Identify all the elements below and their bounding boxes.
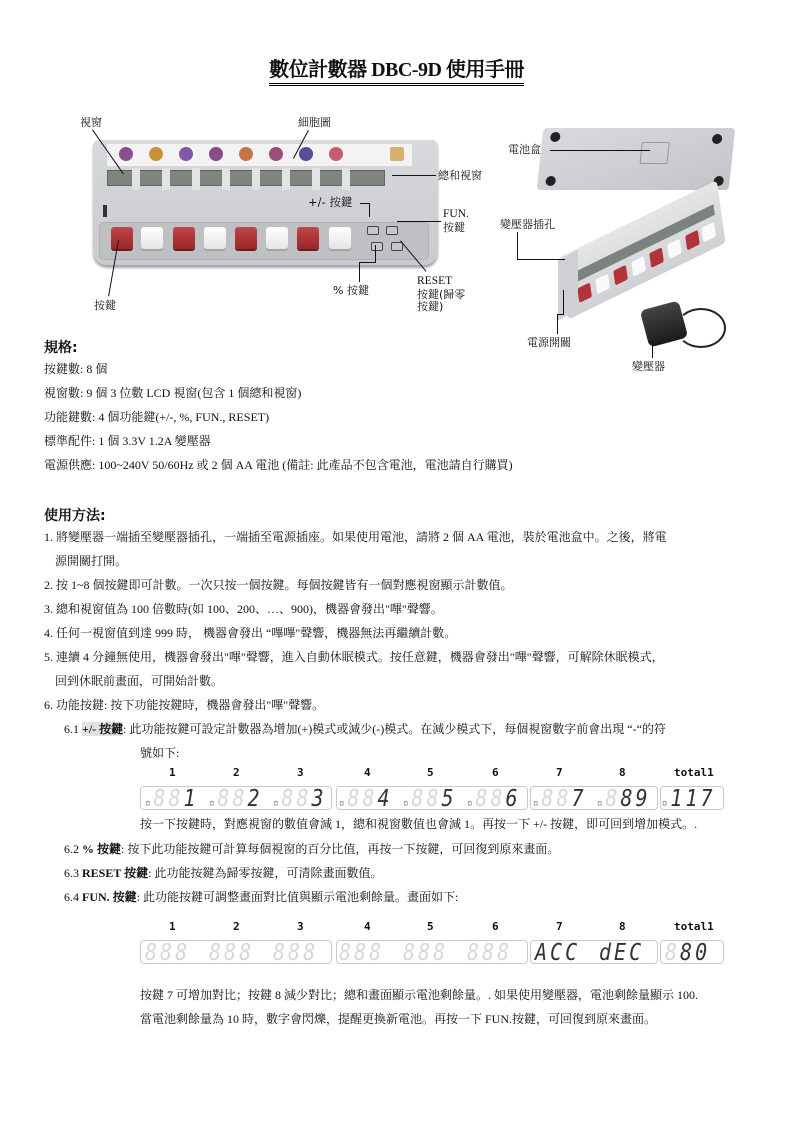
label-total-window: 總和視窗 (438, 169, 482, 182)
sub-text: : 此功能按鍵可設定計數器為增加(+)模式或減少(-)模式。在減少模式下，每個視窗數字前會出現 “-“的符 (123, 722, 666, 736)
label-adapter: 變壓器 (632, 360, 665, 373)
lcd-window-row (107, 170, 389, 186)
key-name: +/- 按鍵 (82, 722, 124, 736)
lcd-label: 4 (364, 766, 371, 779)
lcd-label: 6 (492, 766, 499, 779)
count-key-4 (204, 227, 226, 249)
cell-image-strip (107, 144, 412, 166)
sub-text: : 此功能按鍵為歸零按鍵，可清除畫面數值。 (148, 866, 383, 880)
key-name: FUN. 按鍵 (82, 890, 137, 904)
lcd-label: 1 (169, 766, 176, 779)
spec-item: 功能鍵數: 4 個功能鍵(+/-, %, FUN., RESET) (44, 410, 270, 424)
spec-item: 按鍵數: 8 個 (44, 362, 108, 376)
count-key-1 (111, 227, 133, 249)
counter-front-photo (93, 140, 438, 265)
percent-key (371, 242, 383, 251)
sub-number: 6.4 (64, 890, 82, 904)
lcd-label: 2 (233, 766, 240, 779)
label-adapter-jack: 變壓器插孔 (500, 218, 555, 231)
cell-image-icon (299, 147, 313, 161)
lcd-value: 2 (247, 784, 263, 812)
key-name: % 按鍵 (82, 842, 122, 856)
sub-number: 6.1 (64, 722, 82, 736)
cell-image-icon (179, 147, 193, 161)
sub-number: 6.3 (64, 866, 82, 880)
lcd-label: 2 (233, 920, 240, 933)
usage-6-1-cont: 號如下: (140, 746, 180, 760)
specs-heading: 規格: (44, 340, 78, 356)
cell-image-icon (209, 147, 223, 161)
cell-image-icon (269, 147, 283, 161)
label-fun-key-2: 按鍵 (443, 221, 465, 234)
spec-item: 標準配件: 1 個 3.3V 1.2A 變壓器 (44, 434, 211, 448)
lcd-label: 3 (297, 920, 304, 933)
count-key-5 (235, 227, 257, 249)
usage-6-4-note-2: 當電池剩餘量為 10 時，數字會閃爍，提醒更換新電池。再按一下 FUN.按鍵，可回復到原來畫面。 (140, 1012, 657, 1026)
count-key-2 (141, 227, 163, 249)
lcd-label: total1 (674, 920, 714, 933)
lcd-label: total1 (674, 766, 714, 779)
counter-side-photo (559, 180, 725, 319)
cell-image-icon (239, 147, 253, 161)
label-window: 視窗 (80, 116, 102, 129)
usage-step-4: 4. 任何一視窗值到達 999 時， 機器會發出 “嗶嗶"聲響，機器無法再繼續計數。 (44, 626, 457, 640)
count-key-3 (173, 227, 195, 249)
lcd-battery-value: 80 (680, 938, 711, 966)
battery-box-cover (639, 142, 669, 164)
key-name: RESET 按鍵 (82, 866, 149, 880)
lcd-label: 7 (556, 920, 563, 933)
label-battery-box: 電池盒 (508, 143, 541, 156)
lcd-label: 5 (427, 766, 434, 779)
title-text: 數位計數器 DBC-9D 使用手冊 (269, 58, 524, 86)
usage-6-1 (64, 722, 666, 736)
usage-6-3 (64, 866, 382, 880)
lcd-value: 3 (311, 784, 327, 812)
usage-step-2: 2. 按 1~8 個按鍵即可計數。一次只按一個按鍵。每個按鍵皆有一個對應視窗顯示計數值。 (44, 578, 513, 592)
lcd-label: 7 (556, 766, 563, 779)
lcd-value: 4 (377, 784, 393, 812)
usage-6-4 (64, 890, 458, 904)
usage-step-1: 1. 將變壓器一端插至變壓器插孔，一端插至電源插座。如果使用電池，請將 2 個 AA 電池，裝於電池盒中。之後，將電 (44, 530, 667, 544)
key-panel (99, 222, 429, 260)
page-title (0, 58, 793, 86)
usage-step-6: 6. 功能按鍵: 按下功能按鍵時，機器會發出"嗶"聲響。 (44, 698, 325, 712)
logo-icon (390, 147, 404, 161)
count-key-6 (266, 227, 288, 249)
usage-6-1-note: 按一下按鍵時，對應視窗的數值會減 1，總和視窗數值也會減 1。再按一下 +/- 按鍵，即可回到增加模式。. (140, 817, 698, 831)
lcd-value: 7 (571, 784, 587, 812)
label-percent-key: % 按鍵 (333, 284, 369, 297)
spec-item: 電源供應: 100~240V 50/60Hz 或 2 個 AA 電池 (備註: 此產品不包含電池，電池請自行購買) (44, 458, 513, 472)
label-reset-key-2: 按鍵(歸零 (417, 288, 466, 301)
count-key-8 (329, 227, 351, 249)
cell-image-icon (329, 147, 343, 161)
spec-item: 視窗數: 9 個 3 位數 LCD 視窗(包含 1 個總和視窗) (44, 386, 302, 400)
usage-step-5: 5. 連續 4 分鐘無使用，機器會發出"嗶"聲響，進入自動休眠模式。按任意鍵，機器會發出"嗶"聲響，可解除休眠模式， (44, 650, 664, 664)
lcd-label: 8 (619, 766, 626, 779)
sub-number: 6.2 (64, 842, 82, 856)
lcd-value: 1 (183, 784, 199, 812)
usage-step-5-cont: 回到休眠前畫面，可開始計數。 (55, 674, 224, 688)
lcd-label: 8 (619, 920, 626, 933)
usage-step-3: 3. 總和視窗值為 100 倍數時(如 100、200、…、900)，機器會發出"嗶"聲響。 (44, 602, 443, 616)
cell-image-icon (119, 147, 133, 161)
lcd-value: 6 (505, 784, 521, 812)
lcd-label: 1 (169, 920, 176, 933)
lcd-label: 3 (297, 766, 304, 779)
usage-step-1-cont: 源開關打開。 (55, 554, 128, 568)
usage-heading: 使用方法: (44, 508, 106, 524)
counter-bottom-photo (537, 128, 736, 190)
lcd-label: 4 (364, 920, 371, 933)
label-reset-key-1: RESET (417, 275, 453, 287)
plus-minus-key (367, 226, 379, 235)
lcd-label: 6 (492, 920, 499, 933)
sub-text: : 按下此功能按鍵可計算每個視窗的百分比值，再按一下按鍵，可回復到原來畫面。 (121, 842, 560, 856)
lcd-total-value: 117 (670, 784, 716, 812)
usage-6-4-note-1: 按鍵 7 可增加對比；按鍵 8 減少對比；總和畫面顯示電池剩餘量。. 如果使用變壓器，電池剩餘量顯示 100. (140, 988, 699, 1002)
usage-6-2 (64, 842, 559, 856)
label-fun-key-1: FUN. (443, 208, 469, 220)
cell-image-icon (149, 147, 163, 161)
lcd-value: 89 (620, 784, 651, 812)
count-key-7 (297, 227, 319, 249)
lcd-value-contrast-up: ACC (535, 938, 581, 966)
label-plus-minus-key: +/- 按鍵 (308, 195, 353, 209)
sub-text: : 此功能按鍵可調整畫面對比值與顯示電池剩餘量。畫面如下: (136, 890, 459, 904)
lcd-label: 5 (427, 920, 434, 933)
label-keys: 按鍵 (94, 299, 116, 312)
fun-key (386, 226, 398, 235)
label-cell-image: 細胞圖 (298, 116, 331, 129)
label-power-switch: 電源開關 (527, 336, 571, 349)
lcd-value-contrast-down: dEC (599, 938, 645, 966)
label-reset-key-3: 按鍵) (417, 300, 444, 313)
lcd-value: 5 (441, 784, 457, 812)
